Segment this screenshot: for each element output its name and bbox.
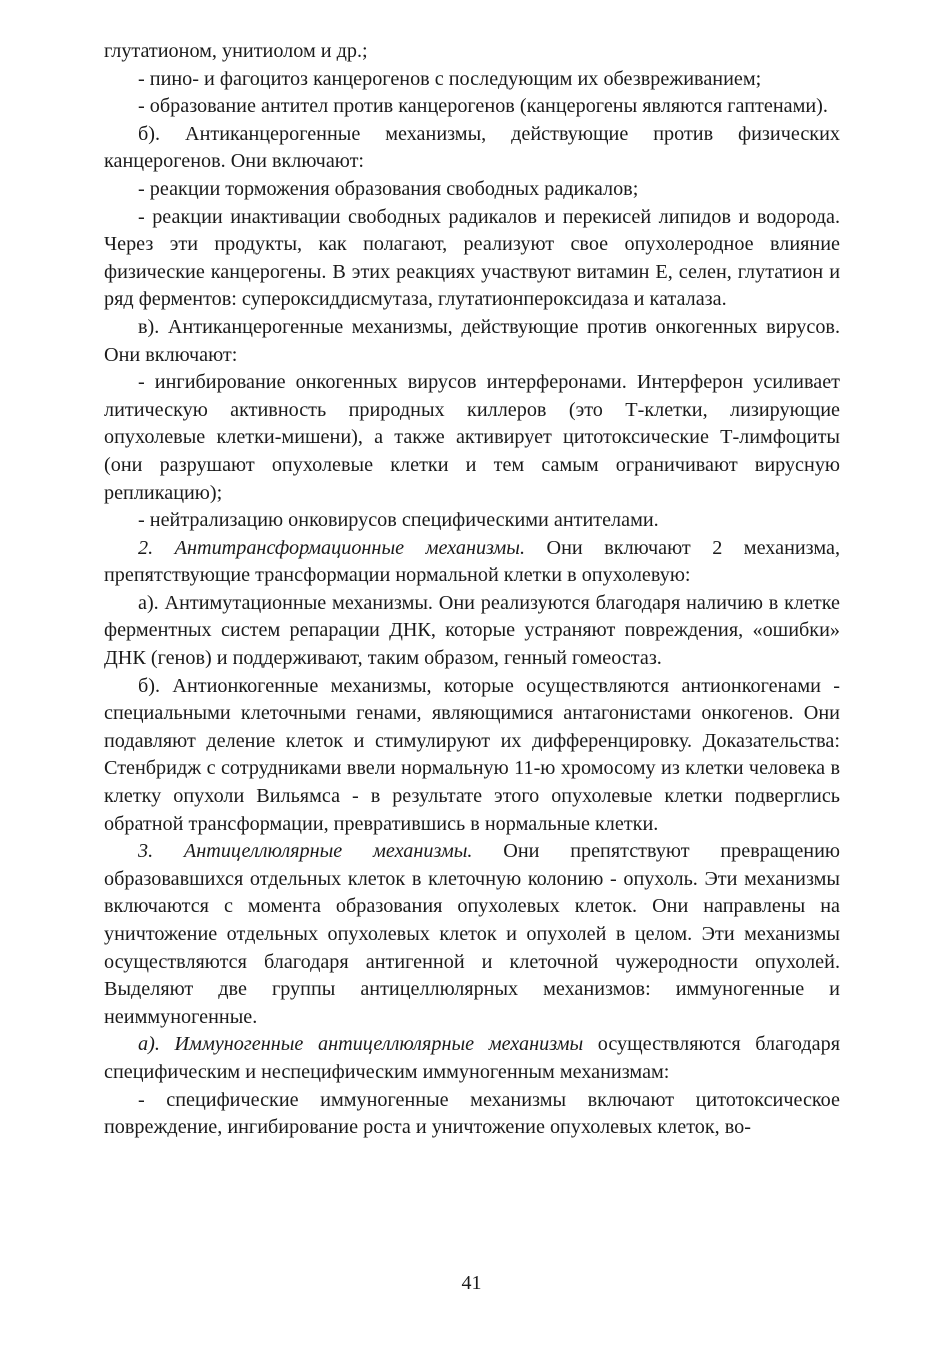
paragraph-3: - образование антител против канцерогенов (канцерогены являются гаптенами). xyxy=(138,95,828,118)
paragraph-9: - нейтрализацию онковирусов специфическими антителами. xyxy=(138,509,659,532)
paragraph-2: - пино- и фагоцитоз канцерогенов с последующим их обезвреживанием; xyxy=(138,67,762,90)
paragraph-5: - реакции торможения образования свободных радикалов; xyxy=(138,177,639,200)
section-heading-italic: 2. Антитрансформационные механизмы. xyxy=(138,536,526,559)
paragraph-12: б). Антионкогенные механизмы, которые осуществляются антионкогенами - специальными клеточными генами, являющимися антагонистами онкогенов. Они подавляют деление клеток и стимулируют их дифференцировку. Доказательства: Стенбридж с сотрудниками ввели нормальную 11-ю хромосому из клетки человека в клетку опухоли Вильямса - в результате этого опухолевые клетки подверглись обратной трансформации, превратившись в нормальные клетки. xyxy=(104,674,840,835)
paragraph-1: глутатионом, унитиолом и др.; xyxy=(104,40,368,62)
subsection-heading-italic: а). Иммуногенные антицеллюлярные механизмы xyxy=(138,1033,584,1056)
paragraph-14: а). Иммуногенные антицеллюлярные механизмы осуществляются благодаря специфическим и неспецифическим иммуногенным механизмам: xyxy=(104,1033,840,1083)
paragraph-10: 2. Антитрансформационные механизмы. Они включают 2 механизма, препятствующие трансформации нормальной клетки в опухолевую: xyxy=(104,536,841,587)
paragraph-4: б). Антиканцерогенные механизмы, действующие против физических канцерогенов. Они включают: xyxy=(104,122,840,173)
page-body xyxy=(104,38,840,1142)
paragraph-13: 3. Антицеллюлярные механизмы. Они препятствуют превращению образовавшихся отдельных клеток в клеточную колонию - опухоль. Эти механизмы включаются с момента образования опухолевых клеток. Они направлены на уничтожение отдельных опухолевых клеток и опухолей в целом. Эти механизмы осуществляются благодаря антигенной и клеточной чужеродности опухолей. Выделяют две группы антицеллюлярных механизмов: иммуногенные и неиммуногенные. xyxy=(104,840,840,1028)
page-number: 41 xyxy=(461,1272,482,1294)
paragraph-11: а). Антимутационные механизмы. Они реализуются благодаря наличию в клетке ферментных систем репарации ДНК, которые устраняют повреждения, «ошибки» ДНК (генов) и поддерживают, таким образом, генный гомеостаз. xyxy=(104,591,840,670)
paragraph-15: - специфические иммуногенные механизмы включают цитотоксическое повреждение, ингибирование роста и уничтожение опухолевых клеток, во- xyxy=(104,1088,840,1139)
paragraph-6: - реакции инактивации свободных радикалов и перекисей липидов и водорода. Через эти продукты, как полагают, реализуют свое опухолеродное влияние физические канцерогены. В этих реакциях участвуют витамин Е, селен, глутатион и ряд ферментов: супероксиддисмутаза, глутатионпероксидаза и каталаза. xyxy=(104,205,840,311)
paragraph-8: - ингибирование онкогенных вирусов интерферонами. Интерферон усиливает литическую активность природных киллеров (это Т-клетки, лизирующие опухолевые клетки-мишени), а также активирует цитотоксические Т-лимфоциты (они разрушают опухолевые клетки и тем самым ограничивают вирусную репликацию); xyxy=(104,371,840,504)
paragraph-7: в). Антиканцерогенные механизмы, действующие против онкогенных вирусов. Они включают: xyxy=(104,315,840,366)
section-heading-italic: 3. Антицеллюлярные механизмы. xyxy=(138,840,473,863)
